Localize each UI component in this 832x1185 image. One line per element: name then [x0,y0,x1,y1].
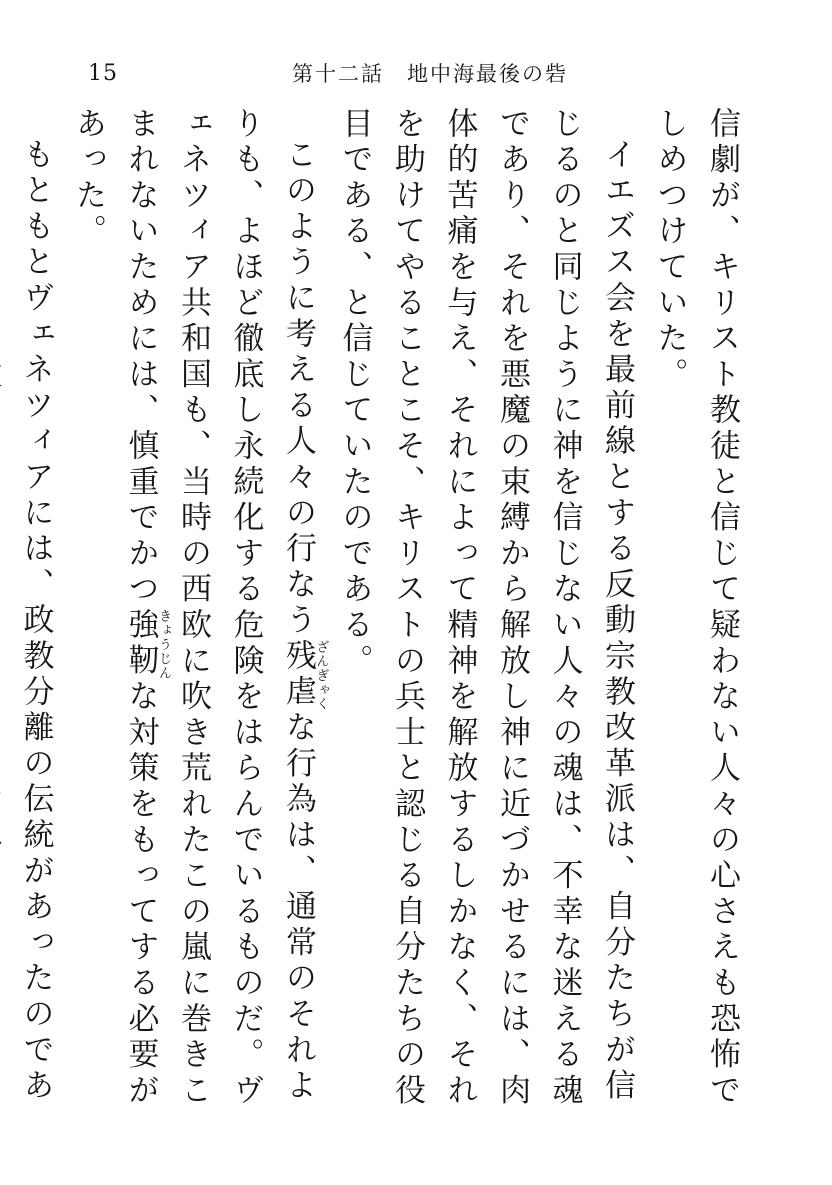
ruby-base: 強靭 [122,608,159,680]
ruby-zangyaku [280,639,329,711]
paragraph-2 [328,107,643,1117]
running-head: 第十二話 地中海最後の砦 [292,62,568,86]
body-text [17,107,748,1117]
paragraph-3-text-b: な行為は、通常のそれよりも、よほど徹底し永続化する危険をはらんでいるものだ。ヴェネツィア共和国も、当時の西欧に吹き荒れたこの嵐に巻きこまれないためには、慎重でかつ [122,107,316,1110]
paragraph-2-text: イエズス会を最前線とする反動宗教改革派は、自分たちが信じるのと同じように神を信じない人々の魂は、不幸な迷える魂であり、それを悪魔の束縛から解放し神に近づかせるには、肉体的苦痛を与え、それによって精神を解放するしかなく、それを助けてやることこそ、キリストの兵士と認じる自分たちの役目である、と信じていたのである。 [336,107,635,1110]
ruby-reading: きょうじん [156,608,171,680]
paragraph-4-text-a: もともとヴェネツィアには、政教分離の伝統があったのであ [17,138,54,1105]
page-number: 15 [88,61,118,86]
paragraph-1 [643,107,748,1117]
paragraph-4 [0,107,62,1117]
paragraph-3 [62,107,329,1117]
paragraph-1-text: 信劇が、キリスト教徒と信じて疑わない人々の心さえも恐怖でしめつけていた。 [651,107,740,1110]
paragraph-3-text-c: な対策をもってする必要があった。 [70,107,159,1110]
ruby-kyoujin [122,608,171,680]
ruby-reading: ざんぎゃく [313,639,329,711]
ruby-base: 残虐 [280,639,316,711]
paragraph-3-text-a: このように考える人々の行なう [280,138,316,640]
